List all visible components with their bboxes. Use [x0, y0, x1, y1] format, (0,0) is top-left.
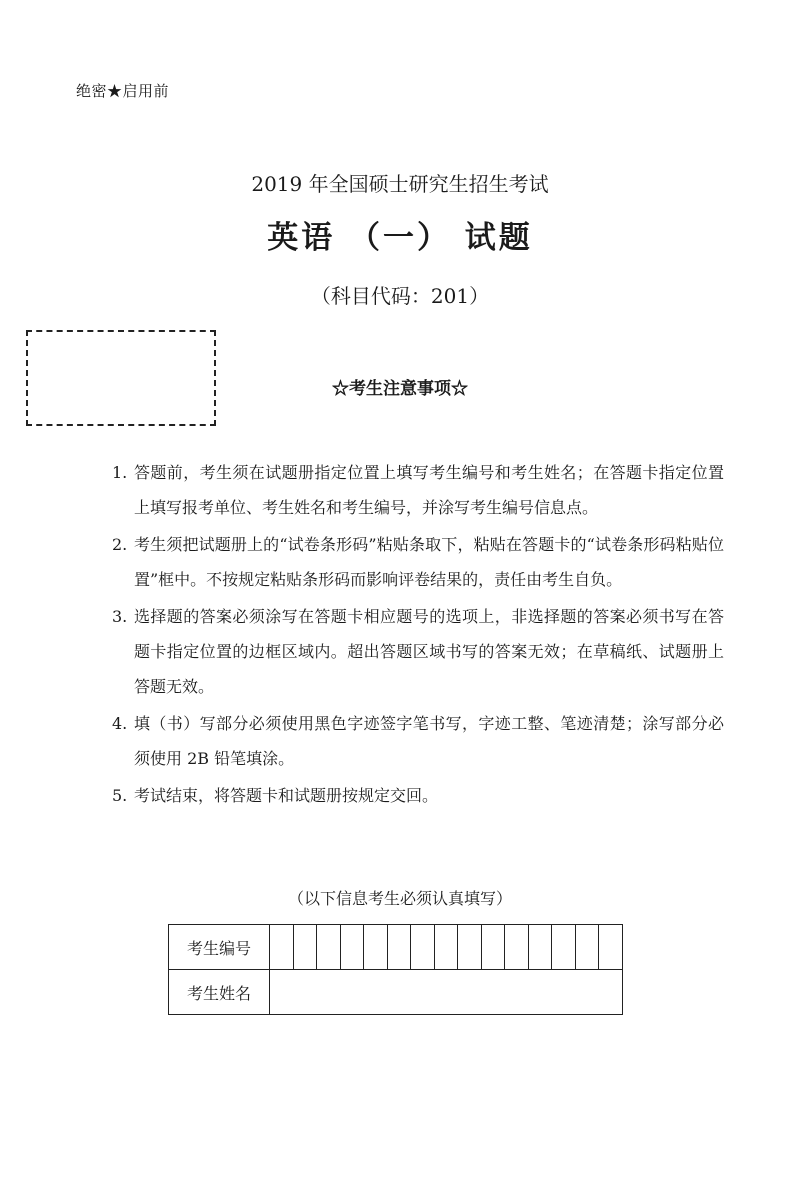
digit-box[interactable] [552, 925, 576, 969]
digit-box[interactable] [294, 925, 318, 969]
notice-list [112, 455, 724, 815]
item-number: 1. [112, 463, 128, 482]
digit-box[interactable] [435, 925, 459, 969]
candidate-name-field[interactable] [270, 970, 623, 1015]
digit-box[interactable] [529, 925, 553, 969]
digit-box[interactable] [364, 925, 388, 969]
item-number: 4. [112, 714, 128, 733]
list-item [112, 599, 724, 704]
list-item [112, 706, 724, 776]
list-item [112, 527, 724, 597]
table-row [169, 925, 623, 970]
candidate-id-label: 考生编号 [169, 925, 270, 970]
digit-box[interactable] [599, 925, 622, 969]
table-row [169, 970, 623, 1015]
confidential-label: 绝密★启用前 [76, 82, 170, 100]
page-title: 英语 （一） 试题 [267, 220, 533, 256]
digit-box[interactable] [411, 925, 435, 969]
item-text: 考生须把试题册上的“试卷条形码”粘贴条取下，粘贴在答题卡的“试卷条形码粘贴位置”框中。不按规定粘贴条形码而影响评卷结果的，责任由考生自负。 [134, 535, 724, 589]
notice-heading: ☆考生注意事项☆ [332, 379, 468, 399]
candidate-id-field[interactable] [270, 925, 623, 970]
digit-box[interactable] [505, 925, 529, 969]
item-text: 选择题的答案必须涂写在答题卡相应题号的选项上，非选择题的答案必须书写在答题卡指定位置的边框区域内。超出答题区域书写的答案无效；在草稿纸、试题册上答题无效。 [134, 607, 724, 696]
item-text: 考试结束，将答题卡和试题册按规定交回。 [134, 786, 439, 805]
digit-box[interactable] [458, 925, 482, 969]
subject-code: （科目代码：201） [310, 284, 490, 308]
list-item [112, 455, 724, 525]
item-number: 2. [112, 535, 128, 554]
digit-box[interactable] [317, 925, 341, 969]
item-text: 答题前，考生须在试题册指定位置上填写考生编号和考生姓名；在答题卡指定位置上填写报考单位、考生姓名和考生编号，并涂写考生编号信息点。 [134, 463, 724, 517]
digit-box[interactable] [341, 925, 365, 969]
candidate-name-label: 考生姓名 [169, 970, 270, 1015]
digit-box[interactable] [482, 925, 506, 969]
exam-name: 2019 年全国硕士研究生招生考试 [251, 172, 549, 196]
info-caption: （以下信息考生必须认真填写） [287, 889, 512, 908]
candidate-info-table [168, 924, 623, 1015]
item-number: 5. [112, 786, 128, 805]
digit-box[interactable] [576, 925, 600, 969]
digit-box[interactable] [388, 925, 412, 969]
candidate-id-boxes[interactable] [270, 925, 622, 969]
item-number: 3. [112, 607, 128, 626]
digit-box[interactable] [270, 925, 294, 969]
item-text: 填（书）写部分必须使用黑色字迹签字笔书写，字迹工整、笔迹清楚；涂写部分必须使用 2B 铅笔填涂。 [134, 714, 724, 768]
list-item [112, 778, 724, 813]
